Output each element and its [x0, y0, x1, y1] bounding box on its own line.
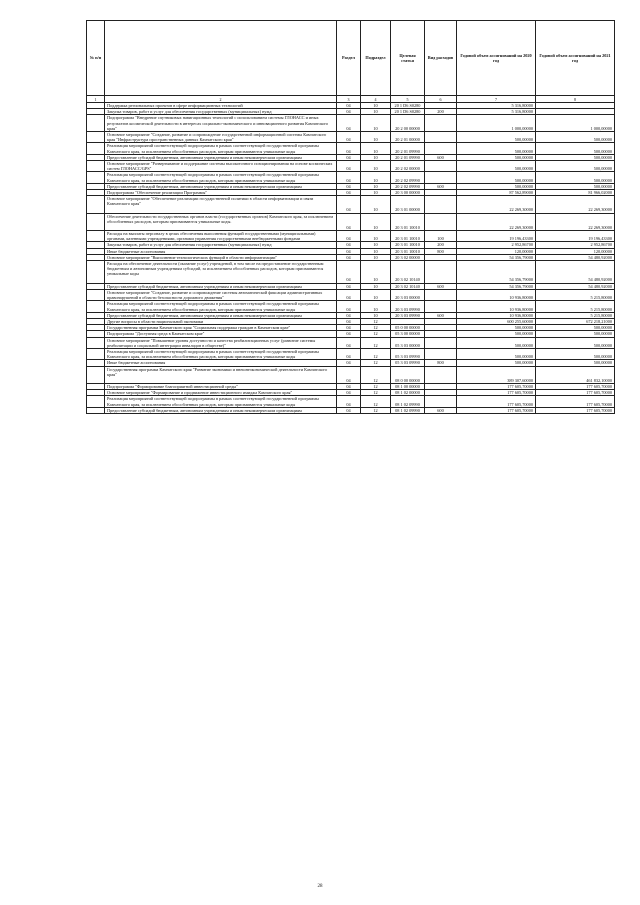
- cell-target-article: 20 3 03 00000: [391, 289, 425, 300]
- cell-expense-type: 600: [425, 154, 457, 160]
- cell-num: [87, 301, 105, 312]
- cell-subsection: 12: [361, 396, 391, 407]
- cell-volume-2020: 10 936,80000: [457, 289, 536, 300]
- cell-name: Подпрограмма "Доступная среда в Камчатском крае": [105, 331, 337, 337]
- cell-volume-2020: 500,00000: [457, 360, 536, 366]
- cell-volume-2021: 22 269,30000: [536, 196, 615, 213]
- cell-volume-2021: 461 832,10000: [536, 366, 615, 383]
- cell-volume-2020: 10 936,80000: [457, 301, 536, 312]
- cell-volume-2021: 500,00000: [536, 183, 615, 189]
- table-row: [87, 366, 615, 383]
- cell-volume-2021: 500,00000: [536, 132, 615, 143]
- cell-volume-2020: 54 356,79000: [457, 254, 536, 260]
- table-row: [87, 143, 615, 154]
- cell-volume-2020: 5 316,80000: [457, 109, 536, 115]
- header-num: № п/п: [87, 21, 105, 96]
- cell-num: [87, 172, 105, 183]
- cell-name: Реализация мероприятий соответствующей подпрограммы в рамках соответствующей государственной программы Камчатского края, за исключением обособленных расходов, которым присваиваются уникальные коды: [105, 143, 337, 154]
- cell-name: Государственная программа Камчатского края "Развитие экономики и внешнеэкономической деятельности Камчатского края": [105, 366, 337, 383]
- cell-subsection: 10: [361, 161, 391, 172]
- cell-name: Основное мероприятие "Создание, развитие и сопровождение системы автоматической фиксации административных правонарушений в области безопасности дорожного движения": [105, 289, 337, 300]
- cell-volume-2020: 10 936,80000: [457, 312, 536, 318]
- table-row: [87, 115, 615, 132]
- cell-subsection: 10: [361, 213, 391, 230]
- cell-target-article: 05 3 03 00000: [391, 337, 425, 348]
- cell-expense-type: [425, 348, 457, 359]
- cell-expense-type: [425, 172, 457, 183]
- col-number: 1: [87, 96, 105, 103]
- table-row: [87, 396, 615, 407]
- cell-volume-2020: 500,00000: [457, 183, 536, 189]
- cell-target-article: 05 3 00 00000: [391, 331, 425, 337]
- cell-target-article: 20 2 02 09990: [391, 172, 425, 183]
- table-body: [87, 103, 615, 414]
- cell-section: 04: [337, 190, 361, 196]
- cell-volume-2021: 500,00000: [536, 161, 615, 172]
- cell-expense-type: [425, 132, 457, 143]
- cell-target-article: 20 3 02 10140: [391, 261, 425, 284]
- cell-name: Основное мероприятие "Формирование и продвижение инвестиционного имиджа Камчатского края": [105, 390, 337, 396]
- cell-volume-2020: 177 605,70000: [457, 383, 536, 389]
- cell-volume-2020: 1 000,00000: [457, 115, 536, 132]
- cell-volume-2020: 177 605,70000: [457, 390, 536, 396]
- cell-section: 04: [337, 360, 361, 366]
- cell-target-article: 08 1 02 09990: [391, 407, 425, 413]
- cell-volume-2020: 22 269,30000: [457, 213, 536, 230]
- cell-volume-2020: 22 269,30000: [457, 196, 536, 213]
- cell-num: [87, 196, 105, 213]
- cell-name: Предоставление субсидий бюджетным, автономным учреждениям и иным некоммерческим организациям: [105, 283, 337, 289]
- cell-volume-2020: 500,00000: [457, 143, 536, 154]
- cell-num: [87, 143, 105, 154]
- cell-target-article: 20 3 00 00000: [391, 190, 425, 196]
- cell-subsection: 12: [361, 337, 391, 348]
- cell-subsection: 10: [361, 109, 391, 115]
- cell-subsection: 12: [361, 407, 391, 413]
- cell-section: 04: [337, 337, 361, 348]
- table-row: [87, 196, 615, 213]
- cell-expense-type: [425, 261, 457, 284]
- cell-subsection: 10: [361, 196, 391, 213]
- cell-section: 04: [337, 283, 361, 289]
- cell-section: 04: [337, 348, 361, 359]
- cell-volume-2021: 500,00000: [536, 337, 615, 348]
- cell-target-article: 20 3 01 10010: [391, 231, 425, 242]
- col-number: 5: [391, 96, 425, 103]
- cell-section: 04: [337, 132, 361, 143]
- table-row: [87, 289, 615, 300]
- cell-volume-2021: 54 480,92000: [536, 261, 615, 284]
- cell-name: Расходы на выплаты персоналу в целях обеспечения выполнения функций государственными (муниципальными) органами, казенными учреждениями, органами управления государственными внебюджетными фондами: [105, 231, 337, 242]
- cell-section: 04: [337, 318, 361, 324]
- header-name: [105, 21, 337, 96]
- cell-expense-type: [425, 196, 457, 213]
- cell-volume-2021: 500,00000: [536, 348, 615, 359]
- cell-num: [87, 348, 105, 359]
- cell-target-article: 08 1 02 09990: [391, 396, 425, 407]
- cell-subsection: 12: [361, 325, 391, 331]
- cell-section: 04: [337, 312, 361, 318]
- cell-target-article: 20 2 02 00000: [391, 161, 425, 172]
- cell-expense-type: 100: [425, 231, 457, 242]
- cell-target-article: 05 3 03 09990: [391, 360, 425, 366]
- header-section: Раздел: [337, 21, 361, 96]
- cell-subsection: 10: [361, 154, 391, 160]
- cell-volume-2021: 500,00000: [536, 360, 615, 366]
- cell-expense-type: 200: [425, 109, 457, 115]
- cell-volume-2020: 500,00000: [457, 132, 536, 143]
- cell-volume-2020: 2 952,86700: [457, 242, 536, 248]
- cell-expense-type: 800: [425, 360, 457, 366]
- header-expense-type: Вид расходов: [425, 21, 457, 96]
- cell-volume-2021: 120,00000: [536, 248, 615, 254]
- col-number: 2: [105, 96, 337, 103]
- table-row: [87, 301, 615, 312]
- cell-section: 04: [337, 301, 361, 312]
- cell-expense-type: 600: [425, 407, 457, 413]
- cell-name: Основное мероприятие "Развертывание и поддержание системы высокоточного позиционирования на основе космических систем ГЛОНАСС/GPS": [105, 161, 337, 172]
- cell-expense-type: 600: [425, 312, 457, 318]
- cell-name: Реализация мероприятий соответствующей подпрограммы в рамках соответствующей государственной программы Камчатского края, за исключением обособленных расходов, которым присваиваются уникальные коды: [105, 172, 337, 183]
- cell-volume-2021: 5 215,80000: [536, 289, 615, 300]
- cell-subsection: 10: [361, 261, 391, 284]
- cell-subsection: 12: [361, 331, 391, 337]
- cell-subsection: 10: [361, 172, 391, 183]
- cell-volume-2021: 5 215,80000: [536, 301, 615, 312]
- cell-volume-2021: 2 952,86700: [536, 242, 615, 248]
- cell-target-article: 08 0 00 00000: [391, 366, 425, 383]
- cell-target-article: 20 3 01 00000: [391, 196, 425, 213]
- cell-target-article: 20 2 02 09990: [391, 183, 425, 189]
- cell-section: 04: [337, 231, 361, 242]
- cell-volume-2021: 22 269,30000: [536, 213, 615, 230]
- cell-volume-2021: 500,00000: [536, 325, 615, 331]
- cell-target-article: 08 1 00 00000: [391, 383, 425, 389]
- header-volume-2021: Годовой объем ассигнований на 2021 год: [536, 21, 615, 96]
- cell-expense-type: 600: [425, 183, 457, 189]
- cell-volume-2020: 500,00000: [457, 337, 536, 348]
- cell-volume-2020: 54 356,79000: [457, 283, 536, 289]
- cell-section: 04: [337, 261, 361, 284]
- cell-name: Обеспечение деятельности государственных органов власти (государственных органов) Камчатского края, за исключением обособленных расходов, которым присваиваются уникальные коды.: [105, 213, 337, 230]
- cell-expense-type: [425, 143, 457, 154]
- cell-target-article: 05 3 03 09990: [391, 348, 425, 359]
- cell-name: Предоставление субсидий бюджетным, автономным учреждениям и иным некоммерческим организациям: [105, 183, 337, 189]
- table-row: [87, 213, 615, 230]
- cell-section: 04: [337, 325, 361, 331]
- cell-num: [87, 261, 105, 284]
- cell-num: [87, 366, 105, 383]
- cell-volume-2021: 5 215,80000: [536, 312, 615, 318]
- cell-volume-2020: 87 562,89000: [457, 190, 536, 196]
- cell-expense-type: 600: [425, 283, 457, 289]
- cell-name: Основное мероприятие "Выполнение технологических функций в области информатизации": [105, 254, 337, 260]
- cell-name: Реализация мероприятий соответствующей подпрограммы в рамках соответствующей государственной программы Камчатского края, за исключением обособленных расходов, которым присваиваются уникальные коды: [105, 301, 337, 312]
- header-subsection: Подраздел: [361, 21, 391, 96]
- cell-section: 04: [337, 254, 361, 260]
- cell-name: Реализация мероприятий соответствующей подпрограммы в рамках соответствующей государственной программы Камчатского края, за исключением обособленных расходов, которым присваиваются уникальные коды: [105, 396, 337, 407]
- cell-volume-2021: 81 966,02000: [536, 190, 615, 196]
- cell-section: 04: [337, 396, 361, 407]
- col-number: 8: [536, 96, 615, 103]
- cell-volume-2021: 672 218,21000: [536, 318, 615, 324]
- cell-section: 04: [337, 115, 361, 132]
- cell-volume-2020: 500,00000: [457, 348, 536, 359]
- cell-expense-type: [425, 161, 457, 172]
- cell-name: Расходы на обеспечение деятельности (оказание услуг) учреждений, в том числе на предоставление государственным бюджетным и автономным учреждениям субсидий, за исключением обособленных расходов, которым присваиваются уникальные коды: [105, 261, 337, 284]
- cell-volume-2021: 500,00000: [536, 143, 615, 154]
- cell-volume-2021: 500,00000: [536, 172, 615, 183]
- cell-name: Поддержка региональных проектов в сфере информационных технологий: [105, 103, 337, 109]
- cell-volume-2020: 120,00000: [457, 248, 536, 254]
- cell-volume-2020: 500,00000: [457, 331, 536, 337]
- cell-volume-2020: 500,00000: [457, 172, 536, 183]
- cell-subsection: 10: [361, 289, 391, 300]
- cell-target-article: 20 3 02 00000: [391, 254, 425, 260]
- col-number: 3: [337, 96, 361, 103]
- cell-subsection: 12: [361, 360, 391, 366]
- cell-subsection: 10: [361, 242, 391, 248]
- cell-subsection: 10: [361, 103, 391, 109]
- column-number-row: [87, 96, 615, 103]
- cell-volume-2021: 500,00000: [536, 154, 615, 160]
- cell-name: Подпрограмма "Внедрение спутниковых навигационных технологий с использованием системы ГЛОНАСС и иных результатов космической деятельности в интересах социально-экономического и инновационного развития Камчатского края": [105, 115, 337, 132]
- cell-name: Основное мероприятие "Повышение уровня доступности и качества реабилитационных услуг (развитие системы реабилитации и социальной интеграции инвалидов в обществе)": [105, 337, 337, 348]
- cell-name: Государственная программа Камчатского края "Социальная поддержка граждан в Камчатском крае": [105, 325, 337, 331]
- cell-volume-2021: 19 196,43300: [536, 231, 615, 242]
- cell-target-article: 20 3 01 10010: [391, 213, 425, 230]
- cell-expense-type: [425, 213, 457, 230]
- cell-subsection: 10: [361, 183, 391, 189]
- cell-num: [87, 161, 105, 172]
- cell-volume-2020: 19 196,43300: [457, 231, 536, 242]
- cell-name: Иные бюджетные ассигнования: [105, 360, 337, 366]
- cell-name: Основное мероприятие "Обеспечение реализации государственной политики в области информатизации и связи Камчатского края": [105, 196, 337, 213]
- cell-target-article: 20 3 03 09990: [391, 301, 425, 312]
- cell-section: 04: [337, 390, 361, 396]
- cell-section: 04: [337, 143, 361, 154]
- cell-expense-type: [425, 115, 457, 132]
- cell-volume-2020: 54 356,79000: [457, 261, 536, 284]
- cell-target-article: 20 1 D6 S0280: [391, 109, 425, 115]
- cell-name: Предоставление субсидий бюджетным, автономным учреждениям и иным некоммерческим организациям: [105, 312, 337, 318]
- cell-subsection: 10: [361, 248, 391, 254]
- cell-section: 04: [337, 366, 361, 383]
- cell-name: Подпрограмма "Формирование благоприятной инвестиционной среды": [105, 383, 337, 389]
- cell-volume-2020: 500,00000: [457, 161, 536, 172]
- cell-name: Закупка товаров, работ и услуг для обеспечения государственных (муниципальных) нужд: [105, 242, 337, 248]
- table-row: [87, 132, 615, 143]
- cell-subsection: 12: [361, 390, 391, 396]
- cell-num: [87, 231, 105, 242]
- cell-volume-2021: 54 480,92000: [536, 283, 615, 289]
- cell-section: 04: [337, 109, 361, 115]
- cell-name: Реализация мероприятий соответствующей подпрограммы в рамках соответствующей государственной программы Камчатского края, за исключением обособленных расходов, которым присваиваются уникальные коды: [105, 348, 337, 359]
- cell-subsection: 10: [361, 143, 391, 154]
- cell-volume-2020: 500,00000: [457, 154, 536, 160]
- table-row: [87, 261, 615, 284]
- cell-section: 04: [337, 242, 361, 248]
- cell-name: Иные бюджетные ассигнования: [105, 248, 337, 254]
- cell-target-article: 05 0 00 00000: [391, 325, 425, 331]
- table-row: [87, 337, 615, 348]
- table-row: [87, 407, 615, 413]
- cell-section: 04: [337, 248, 361, 254]
- cell-section: 04: [337, 196, 361, 213]
- cell-expense-type: [425, 396, 457, 407]
- cell-subsection: 12: [361, 366, 391, 383]
- cell-name: Основное мероприятие "Создание, развитие и сопровождение государственной информационной системы Камчатского края "Инфраструктура пространственных данных Камчатского края": [105, 132, 337, 143]
- cell-volume-2020: 389 307,60000: [457, 366, 536, 383]
- cell-subsection: 12: [361, 383, 391, 389]
- cell-volume-2021: 500,00000: [536, 331, 615, 337]
- cell-subsection: 10: [361, 312, 391, 318]
- cell-volume-2020: 500,00000: [457, 325, 536, 331]
- col-number: 4: [361, 96, 391, 103]
- header-volume-2020: Годовой объем ассигнований на 2020 год: [457, 21, 536, 96]
- cell-section: 04: [337, 172, 361, 183]
- cell-num: [87, 407, 105, 413]
- cell-target-article: 20 2 00 00000: [391, 115, 425, 132]
- cell-expense-type: [425, 301, 457, 312]
- table-row: [87, 161, 615, 172]
- cell-expense-type: 200: [425, 242, 457, 248]
- cell-section: 04: [337, 331, 361, 337]
- table-row: [87, 231, 615, 242]
- cell-subsection: 10: [361, 231, 391, 242]
- cell-target-article: 08 1 02 00000: [391, 390, 425, 396]
- page-number: 28: [317, 884, 323, 889]
- cell-target-article: 20 3 03 09990: [391, 312, 425, 318]
- cell-section: 04: [337, 407, 361, 413]
- cell-volume-2021: 1 000,00000: [536, 115, 615, 132]
- cell-subsection: 10: [361, 283, 391, 289]
- cell-target-article: 20 1 D6 S0280: [391, 103, 425, 109]
- cell-target-article: 20 3 02 10140: [391, 283, 425, 289]
- cell-name: Подпрограмма "Обеспечение реализации Программы": [105, 190, 337, 196]
- cell-volume-2021: 177 605,70000: [536, 390, 615, 396]
- cell-subsection: 10: [361, 254, 391, 260]
- cell-volume-2021: 177 605,70000: [536, 396, 615, 407]
- cell-volume-2021: 177 605,70000: [536, 407, 615, 413]
- cell-name: Закупка товаров, работ и услуг для обеспечения государственных (муниципальных) нужд: [105, 109, 337, 115]
- cell-target-article: 20 2 01 09990: [391, 154, 425, 160]
- cell-section: 04: [337, 103, 361, 109]
- cell-target-article: 20 2 01 09990: [391, 143, 425, 154]
- cell-section: 04: [337, 183, 361, 189]
- cell-subsection: 12: [361, 318, 391, 324]
- cell-num: [87, 132, 105, 143]
- cell-subsection: 10: [361, 132, 391, 143]
- table-row: [87, 172, 615, 183]
- table-row: [87, 348, 615, 359]
- cell-subsection: 10: [361, 190, 391, 196]
- cell-volume-2021: 54 480,92000: [536, 254, 615, 260]
- cell-name: Другие вопросы в области национальной экономики: [105, 318, 337, 324]
- cell-section: 04: [337, 213, 361, 230]
- cell-subsection: 10: [361, 301, 391, 312]
- cell-subsection: 12: [361, 348, 391, 359]
- cell-num: [87, 289, 105, 300]
- cell-volume-2020: 600 255,60000: [457, 318, 536, 324]
- cell-num: [87, 396, 105, 407]
- cell-expense-type: [425, 366, 457, 383]
- col-number: 6: [425, 96, 457, 103]
- cell-expense-type: [425, 289, 457, 300]
- cell-name: Предоставление субсидий бюджетным, автономным учреждениям и иным некоммерческим организациям: [105, 154, 337, 160]
- cell-num: [87, 213, 105, 230]
- budget-allocation-table: [86, 20, 615, 414]
- cell-target-article: 20 3 01 10010: [391, 248, 425, 254]
- cell-name: Предоставление субсидий бюджетным, автономным учреждениям и иным некоммерческим организациям: [105, 407, 337, 413]
- cell-target-article: 20 2 01 00000: [391, 132, 425, 143]
- cell-subsection: 10: [361, 115, 391, 132]
- col-number: 7: [457, 96, 536, 103]
- cell-num: [87, 115, 105, 132]
- cell-volume-2020: 177 605,70000: [457, 407, 536, 413]
- cell-volume-2021: 177 605,70000: [536, 383, 615, 389]
- cell-volume-2020: 5 316,80000: [457, 103, 536, 109]
- cell-section: 04: [337, 289, 361, 300]
- cell-expense-type: 800: [425, 248, 457, 254]
- cell-section: 04: [337, 161, 361, 172]
- header-target-article: Целевая статья: [391, 21, 425, 96]
- cell-num: [87, 337, 105, 348]
- cell-volume-2020: 177 605,70000: [457, 396, 536, 407]
- cell-expense-type: [425, 337, 457, 348]
- cell-target-article: 20 3 01 10010: [391, 242, 425, 248]
- budget-table-sheet: [86, 20, 614, 414]
- header-row: [87, 21, 615, 96]
- cell-section: 04: [337, 383, 361, 389]
- cell-section: 04: [337, 154, 361, 160]
